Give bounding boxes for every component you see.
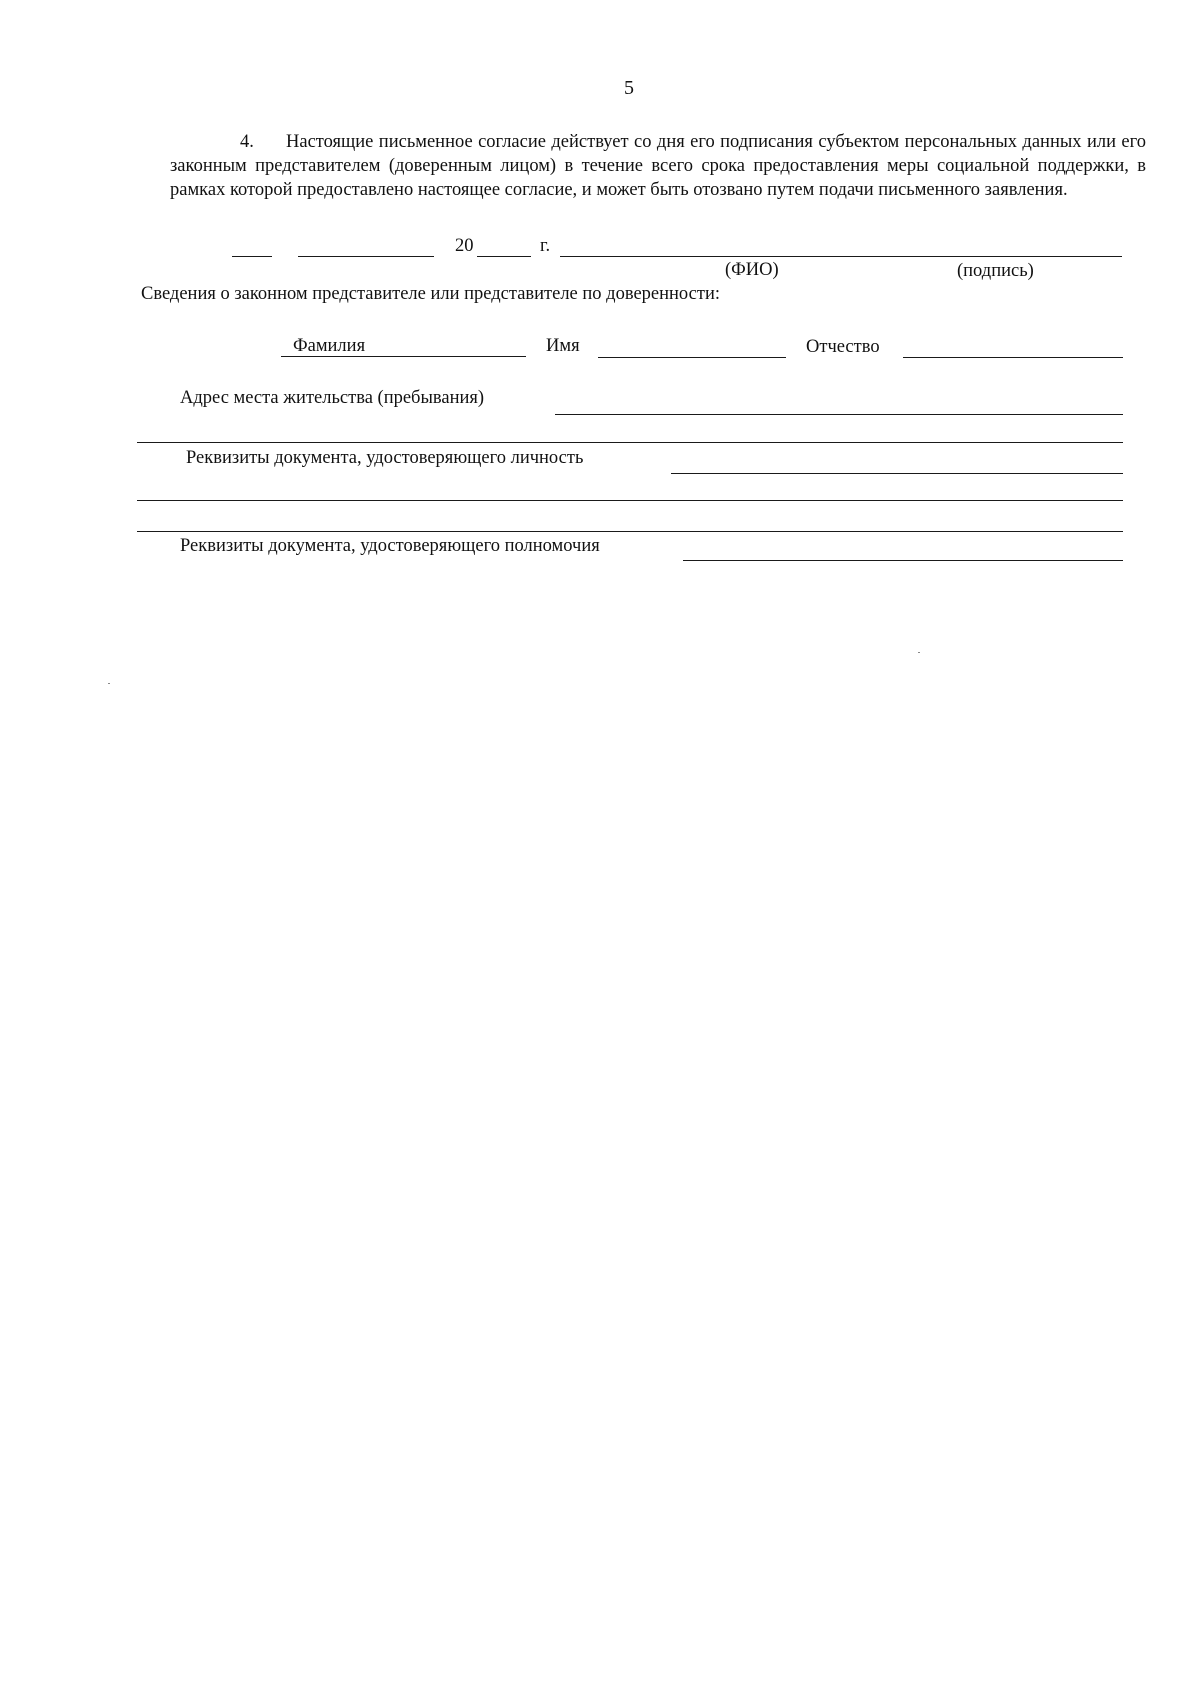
year-suffix: г. xyxy=(540,236,551,256)
id-document-label: Реквизиты документа, удостоверяющего личность xyxy=(186,448,584,468)
name-label: Имя xyxy=(546,336,580,356)
authority-document-field[interactable] xyxy=(683,560,1123,561)
date-year-field[interactable] xyxy=(477,256,531,257)
patronymic-label: Отчество xyxy=(806,337,880,357)
id-document-field[interactable] xyxy=(671,473,1123,474)
clause-number: 4. xyxy=(240,132,254,152)
authority-document-label: Реквизиты документа, удостоверяющего полномочия xyxy=(180,536,600,556)
address-field[interactable] xyxy=(555,414,1123,415)
address-label: Адрес места жительства (пребывания) xyxy=(180,388,485,408)
id-document-field-line-2[interactable] xyxy=(137,500,1123,501)
scan-speck xyxy=(918,652,920,653)
year-prefix: 20 xyxy=(455,236,474,256)
address-field-line-2[interactable] xyxy=(137,442,1123,443)
scan-speck xyxy=(108,683,110,684)
date-month-field[interactable] xyxy=(298,256,434,257)
patronymic-field[interactable] xyxy=(903,357,1123,358)
date-day-field[interactable] xyxy=(232,256,272,257)
clause-paragraph xyxy=(170,130,1146,202)
name-field[interactable] xyxy=(598,357,786,358)
page-number: 5 xyxy=(624,77,634,99)
representative-heading: Сведения о законном представителе или представителе по доверенности: xyxy=(141,284,720,304)
surname-label: Фамилия xyxy=(293,336,366,356)
surname-field[interactable] xyxy=(281,356,526,357)
fio-signature-field[interactable] xyxy=(560,256,1122,257)
fio-caption: (ФИО) xyxy=(725,260,779,280)
clause-text: Настоящие письменное согласие действует со дня его подписания субъектом персональных данных или его законным представителем (доверенным лицом) в течение всего срока предоставления меры социальной поддержки, в рамках которой предоставлено настоящее согласие, и может быть отозвано путем подачи письменного заявления. xyxy=(170,132,1146,200)
id-document-field-line-3[interactable] xyxy=(137,531,1123,532)
signature-caption: (подпись) xyxy=(957,261,1034,281)
